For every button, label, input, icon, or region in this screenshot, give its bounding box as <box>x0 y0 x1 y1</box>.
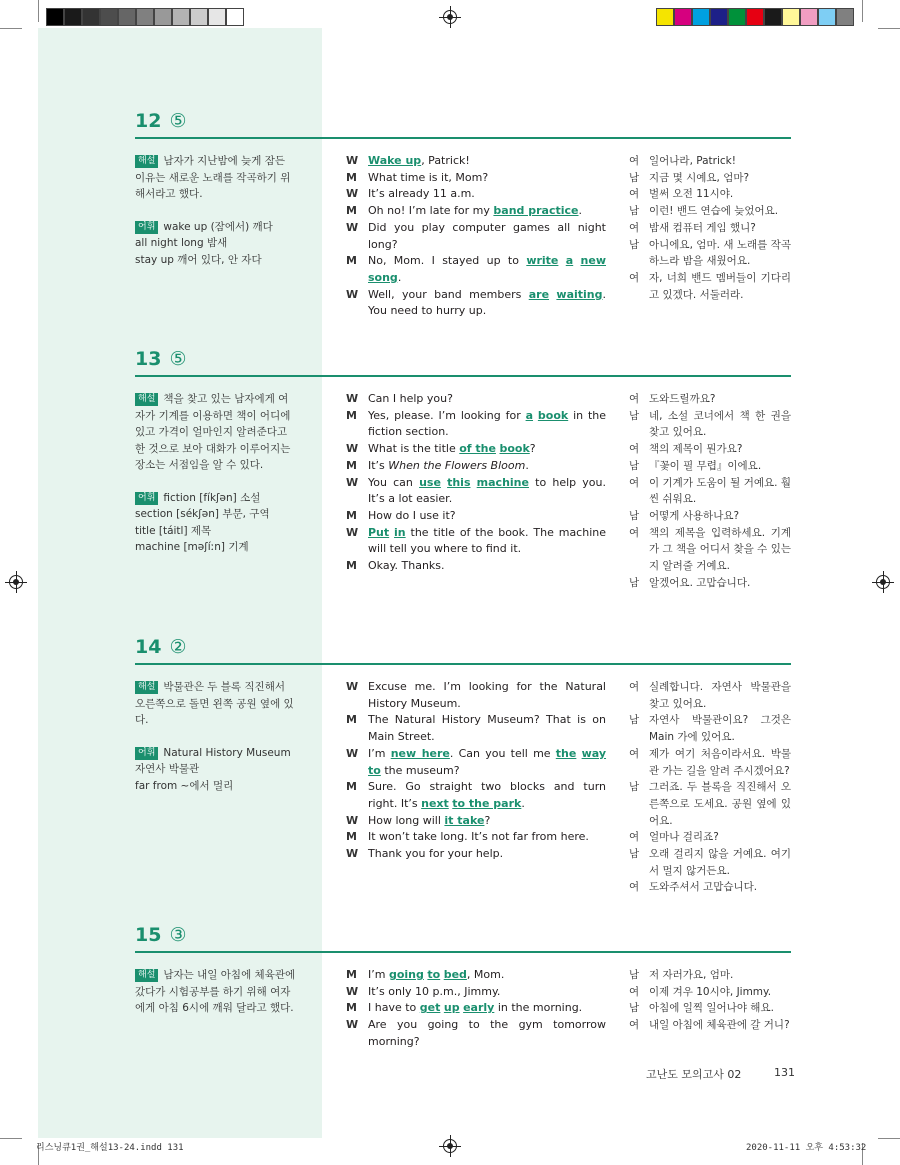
color-swatch <box>818 8 836 26</box>
explanation-entry <box>135 391 298 474</box>
color-swatch <box>154 8 172 26</box>
color-swatch <box>82 8 100 26</box>
running-title: 고난도 모의고사 02 <box>646 1068 742 1081</box>
dialogue-line <box>346 391 606 408</box>
translation-text: 제가 여기 처음이라서요. 박물관 가는 길을 알려 주시겠어요? <box>649 747 791 777</box>
translation-text: 알겠어요. 고맙습니다. <box>649 576 751 589</box>
translation-text: 이런! 밴드 연습에 늦었어요. <box>649 205 779 218</box>
dialogue-text: How do I use it? <box>368 508 456 522</box>
dialogue-text: What time is it, Mom? <box>368 170 489 184</box>
dialogue-script <box>346 391 606 575</box>
dialogue-line <box>346 813 606 830</box>
speaker-label: 남 <box>629 1002 640 1015</box>
translation-line <box>629 879 791 896</box>
dialogue-line <box>346 153 606 170</box>
translation-text: 이 기계가 도움이 될 거예요. 훨씬 쉬워요. <box>649 476 791 506</box>
translation-line <box>629 203 791 220</box>
translation-text: 아니에요, 엄마. 새 노래를 작곡하느라 밤을 새웠어요. <box>649 238 791 268</box>
dialogue-text: Okay. Thanks. <box>368 559 445 573</box>
dialogue-text: What is the title of the book? <box>368 442 536 456</box>
translation-text: 도와드릴까요? <box>649 393 716 405</box>
speaker-label: 여 <box>629 443 640 456</box>
label-badge: 해설 <box>135 393 158 406</box>
speaker-label: 남 <box>629 459 640 472</box>
speaker-label: W <box>346 813 359 827</box>
label-badge: 어휘 <box>135 747 158 760</box>
translation-text: 지금 몇 시예요, 엄마? <box>649 171 750 184</box>
translation-line <box>629 1017 791 1034</box>
dialogue-text: The Natural History Museum? That is on Main Street. <box>368 713 606 744</box>
explanation-column <box>135 679 298 794</box>
speaker-label: W <box>346 475 359 489</box>
explanation-text: 책을 찾고 있는 남자에게 여자가 기계를 이용하면 책이 어디에 있고 가격이 얼마인지 알려준다고 한 것으로 보아 대화가 이루어지는 장소는 서점임을 알 수 있다. <box>135 393 291 471</box>
explanation-text: 자연사 박물관 <box>135 763 200 775</box>
label-badge: 어휘 <box>135 221 158 234</box>
dialogue-line <box>346 458 606 475</box>
speaker-label: W <box>346 1018 359 1032</box>
color-swatch <box>46 8 64 26</box>
translation-line <box>629 170 791 187</box>
dialogue-script <box>346 679 606 863</box>
color-swatch <box>710 8 728 26</box>
translation-line <box>629 679 791 712</box>
speaker-label: M <box>346 170 357 184</box>
explanation-entry <box>135 153 298 203</box>
dialogue-text: I’m new here. Can you tell me the way to the museum? <box>368 746 607 777</box>
color-swatch <box>172 8 190 26</box>
section-divider <box>135 663 791 665</box>
dialogue-text: Are you going to the gym tomorrow morning? <box>368 1018 606 1048</box>
translation-column <box>629 153 791 303</box>
translation-column <box>629 679 791 896</box>
dialogue-line <box>346 186 606 203</box>
crop-mark <box>878 28 900 29</box>
question-section-15 <box>135 924 791 1048</box>
dialogue-text: Oh no! I’m late for my band practice. <box>368 204 582 218</box>
dialogue-line <box>346 846 606 863</box>
dialogue-line <box>346 170 606 187</box>
slug-filename: 리스닝큐1권_해설13-24.indd 131 <box>36 1143 184 1153</box>
vocab-entry <box>135 761 298 778</box>
question-section-13 <box>135 348 791 589</box>
color-swatch <box>674 8 692 26</box>
page-number: 131 <box>774 1066 795 1079</box>
speaker-label: M <box>346 780 357 794</box>
answer-choice: ⑤ <box>169 348 187 370</box>
explanation-text: machine [məʃíːn] 기계 <box>135 541 249 553</box>
color-swatch <box>746 8 764 26</box>
translation-line <box>629 984 791 1001</box>
dialogue-line <box>346 408 606 441</box>
registration-mark-icon <box>876 575 890 589</box>
translation-line <box>629 391 791 408</box>
question-heading <box>135 348 791 372</box>
dialogue-text: You can use this machine to help you. It’s a lot easier. <box>368 475 607 506</box>
color-swatch <box>728 8 746 26</box>
explanation-text: far from ~에서 멀리 <box>135 779 234 792</box>
dialogue-script <box>346 967 606 1051</box>
label-badge: 어휘 <box>135 492 158 505</box>
speaker-label: 여 <box>629 393 640 405</box>
speaker-label: M <box>346 713 357 727</box>
translation-line <box>629 1000 791 1017</box>
translation-line <box>629 441 791 458</box>
speaker-label: W <box>346 220 359 234</box>
crop-mark <box>878 1138 900 1139</box>
explanation-entry <box>135 219 298 236</box>
dialogue-text: I have to get up early in the morning. <box>368 1001 583 1015</box>
dialogue-text: Can I help you? <box>368 392 453 405</box>
speaker-label: M <box>346 830 357 844</box>
translation-column <box>629 967 791 1034</box>
dialogue-line <box>346 220 606 253</box>
dialogue-text: How long will it take? <box>368 813 491 827</box>
dialogue-line <box>346 253 606 286</box>
translation-text: 일어나라, Patrick! <box>649 155 736 167</box>
translation-line <box>629 458 791 475</box>
translation-line <box>629 746 791 779</box>
translation-text: 벌써 오전 11시야. <box>649 188 734 201</box>
dialogue-text: I’m going to bed, Mom. <box>368 968 505 981</box>
dialogue-line <box>346 508 606 525</box>
color-swatch <box>782 8 800 26</box>
dialogue-line <box>346 525 606 558</box>
dialogue-line <box>346 829 606 846</box>
speaker-label: 여 <box>629 476 640 489</box>
speaker-label: W <box>346 984 359 998</box>
translation-line <box>629 712 791 745</box>
translation-line <box>629 967 791 984</box>
color-swatch <box>764 8 782 26</box>
explanation-entry <box>135 490 298 507</box>
speaker-label: 여 <box>629 681 640 693</box>
speaker-label: 남 <box>629 509 640 522</box>
color-swatch <box>136 8 154 26</box>
dialogue-text: Put in the title of the book. The machine will tell you where to find it. <box>368 525 606 556</box>
speaker-label: M <box>346 968 357 981</box>
dialogue-line <box>346 1017 606 1050</box>
translation-text: 책의 제목을 입력하세요. 기계가 그 책을 어디서 찾을 수 있는지 알려줄 거예요. <box>649 526 791 573</box>
vocab-entry <box>135 539 298 556</box>
color-swatch <box>656 8 674 26</box>
speaker-label: W <box>346 442 359 456</box>
question-number: 12 <box>135 110 162 132</box>
section-divider <box>135 375 791 377</box>
crop-mark <box>0 1138 22 1139</box>
question-heading <box>135 110 791 134</box>
speaker-label: W <box>346 154 359 167</box>
translation-line <box>629 220 791 237</box>
speaker-label: M <box>346 408 357 422</box>
translation-line <box>629 270 791 303</box>
speaker-label: 여 <box>629 985 640 998</box>
explanation-text: all night long 밤새 <box>135 237 228 249</box>
explanation-text: 남자가 지난밤에 늦게 잠든 이유는 새로운 노래를 작곡하기 위해서라고 했다. <box>135 155 291 200</box>
dialogue-text: Well, your band members are waiting. You need to hurry up. <box>368 287 606 318</box>
dialogue-line <box>346 746 606 779</box>
translation-text: 저 자러가요, 엄마. <box>649 969 734 981</box>
explanation-text: title [táitl] 제목 <box>135 524 212 537</box>
speaker-label: W <box>346 525 359 539</box>
slug-timestamp: 2020-11-11 오후 4:53:32 <box>746 1143 867 1153</box>
translation-text: 얼마나 걸리죠? <box>649 831 719 844</box>
section-divider <box>135 951 791 953</box>
speaker-label: 남 <box>629 781 640 794</box>
question-section-12 <box>135 110 791 318</box>
dialogue-text: No, Mom. I stayed up to write a new song. <box>368 254 607 284</box>
answer-choice: ② <box>169 636 187 658</box>
speaker-label: 남 <box>629 205 640 218</box>
speaker-label: 남 <box>629 409 640 422</box>
color-swatch <box>800 8 818 26</box>
speaker-label: M <box>346 559 357 573</box>
speaker-label: 여 <box>629 526 640 539</box>
translation-text: 『꽃이 필 무렵』이에요. <box>649 459 762 472</box>
vocab-entry <box>135 252 298 269</box>
translation-line <box>629 237 791 270</box>
question-number: 13 <box>135 348 162 370</box>
explanation-text: stay up 깨어 있다, 안 자다 <box>135 253 262 266</box>
registration-mark-icon <box>9 575 23 589</box>
explanation-entry <box>135 679 298 729</box>
crop-mark <box>38 0 39 22</box>
speaker-label: M <box>346 204 357 218</box>
speaker-label: 여 <box>629 881 640 894</box>
label-badge: 해설 <box>135 155 158 168</box>
translation-text: 이제 겨우 10시야, Jimmy. <box>649 985 772 998</box>
translation-line <box>629 575 791 592</box>
question-number: 14 <box>135 636 162 658</box>
translation-text: 내일 아침에 체육관에 갈 거니? <box>649 1019 790 1032</box>
dialogue-text: Sure. Go straight two blocks and turn right. It’s next to the park. <box>368 780 606 810</box>
speaker-label: M <box>346 508 357 522</box>
explanation-text: Natural History Museum <box>163 746 291 759</box>
translation-line <box>629 846 791 879</box>
explanation-entry <box>135 967 298 1017</box>
explanation-text: section [sékʃən] 부문, 구역 <box>135 508 270 520</box>
question-section-14 <box>135 636 791 894</box>
speaker-label: 여 <box>629 221 640 234</box>
speaker-label: M <box>346 1001 357 1015</box>
dialogue-line <box>346 712 606 745</box>
speaker-label: 남 <box>629 969 640 981</box>
color-swatch <box>64 8 82 26</box>
explanation-entry <box>135 745 298 762</box>
explanation-text: wake up (잠에서) 깨다 <box>163 220 273 233</box>
speaker-label: 남 <box>629 848 640 861</box>
dialogue-line <box>346 1000 606 1017</box>
label-badge: 해설 <box>135 969 158 982</box>
speaker-label: 남 <box>629 238 640 251</box>
dialogue-text: Wake up, Patrick! <box>368 154 470 167</box>
dialogue-line <box>346 984 606 1001</box>
speaker-label: 여 <box>629 271 640 284</box>
translation-line <box>629 408 791 441</box>
speaker-label: 여 <box>629 155 640 167</box>
explanation-text: 남자는 내일 아침에 체육관에 갔다가 시험공부를 하기 위해 여자에게 아침 6시에 깨워 달라고 했다. <box>135 969 296 1014</box>
dialogue-line <box>346 679 606 712</box>
dialogue-text: It’s already 11 a.m. <box>368 187 475 201</box>
vocab-entry <box>135 506 298 523</box>
color-swatch <box>836 8 854 26</box>
question-heading <box>135 636 791 660</box>
translation-line <box>629 525 791 575</box>
dialogue-text: Excuse me. I’m looking for the Natural History Museum. <box>368 680 606 710</box>
question-heading <box>135 924 791 948</box>
explanation-text: fiction [fíkʃən] 소설 <box>163 491 261 504</box>
translation-line <box>629 779 791 829</box>
translation-line <box>629 153 791 170</box>
dialogue-text: It’s When the Flowers Bloom. <box>368 458 529 472</box>
translation-line <box>629 829 791 846</box>
translation-text: 그러죠. 두 블록을 직진해서 오른쪽으로 도세요. 공원 옆에 있어요. <box>649 781 791 827</box>
explanation-column <box>135 967 298 1017</box>
color-swatch <box>692 8 710 26</box>
dialogue-text: Thank you for your help. <box>368 847 504 861</box>
vocab-entry <box>135 235 298 252</box>
translation-text: 자, 너희 밴드 멤버들이 기다리고 있겠다. 서둘러라. <box>649 271 791 301</box>
dialogue-text: It’s only 10 p.m., Jimmy. <box>368 984 501 998</box>
color-swatch <box>208 8 226 26</box>
speaker-label: W <box>346 680 359 693</box>
speaker-label: 남 <box>629 576 640 589</box>
explanation-column <box>135 391 298 556</box>
translation-text: 어떻게 사용하나요? <box>649 509 740 522</box>
answer-choice: ⑤ <box>169 110 187 132</box>
explanation-column <box>135 153 298 268</box>
translation-column <box>629 391 791 591</box>
speaker-label: 남 <box>629 171 640 184</box>
translation-text: 자연사 박물관이요? 그것은 Main 가에 있어요. <box>649 714 791 744</box>
speaker-label: W <box>346 287 359 301</box>
dialogue-line <box>346 287 606 320</box>
dialogue-text: Yes, please. I’m looking for a book in the fiction section. <box>368 408 607 439</box>
dialogue-line <box>346 203 606 220</box>
dialogue-line <box>346 558 606 575</box>
translation-text: 네, 소설 코너에서 책 한 권을 찾고 있어요. <box>649 409 791 439</box>
color-swatch <box>226 8 244 26</box>
color-swatch <box>118 8 136 26</box>
speaker-label: M <box>346 458 357 472</box>
translation-text: 실례합니다. 자연사 박물관을 찾고 있어요. <box>649 681 791 710</box>
registration-mark-icon <box>443 10 457 24</box>
cmyk-color-bar <box>656 8 854 26</box>
question-number: 15 <box>135 924 162 946</box>
translation-text: 오래 걸리지 않을 거예요. 여기서 멀지 않거든요. <box>649 848 791 877</box>
translation-line <box>629 186 791 203</box>
translation-text: 도와주셔서 고맙습니다. <box>649 881 758 894</box>
label-badge: 해설 <box>135 681 158 694</box>
dialogue-line <box>346 441 606 458</box>
speaker-label: W <box>346 392 359 405</box>
speaker-label: 여 <box>629 1019 640 1032</box>
section-divider <box>135 137 791 139</box>
vocab-entry <box>135 778 298 795</box>
explanation-text: 박물관은 두 블록 직진해서 오른쪽으로 돌면 왼쪽 공원 옆에 있다. <box>135 681 294 726</box>
dialogue-text: It won’t take long. It’s not far from here. <box>368 830 589 844</box>
speaker-label: 여 <box>629 747 640 760</box>
dialogue-line <box>346 475 606 508</box>
dialogue-line <box>346 779 606 812</box>
color-swatch <box>190 8 208 26</box>
grayscale-color-bar <box>46 8 244 26</box>
speaker-label: M <box>346 254 357 268</box>
translation-text: 책의 제목이 뭔가요? <box>649 443 743 456</box>
dialogue-script <box>346 153 606 320</box>
dialogue-text: Did you play computer games all night long? <box>368 220 606 251</box>
translation-text: 아침에 일찍 일어나야 해요. <box>649 1002 774 1015</box>
speaker-label: W <box>346 746 359 760</box>
dialogue-line <box>346 967 606 984</box>
crop-mark <box>862 0 863 22</box>
registration-mark-icon <box>443 1139 457 1153</box>
crop-mark <box>0 28 22 29</box>
answer-choice: ③ <box>169 924 187 946</box>
speaker-label: 여 <box>629 188 640 201</box>
speaker-label: 여 <box>629 831 640 844</box>
translation-line <box>629 475 791 508</box>
vocab-entry <box>135 523 298 540</box>
speaker-label: W <box>346 187 359 201</box>
translation-line <box>629 508 791 525</box>
speaker-label: W <box>346 847 359 861</box>
translation-text: 밤새 컴퓨터 게임 했니? <box>649 221 756 234</box>
speaker-label: 남 <box>629 714 640 727</box>
color-swatch <box>100 8 118 26</box>
